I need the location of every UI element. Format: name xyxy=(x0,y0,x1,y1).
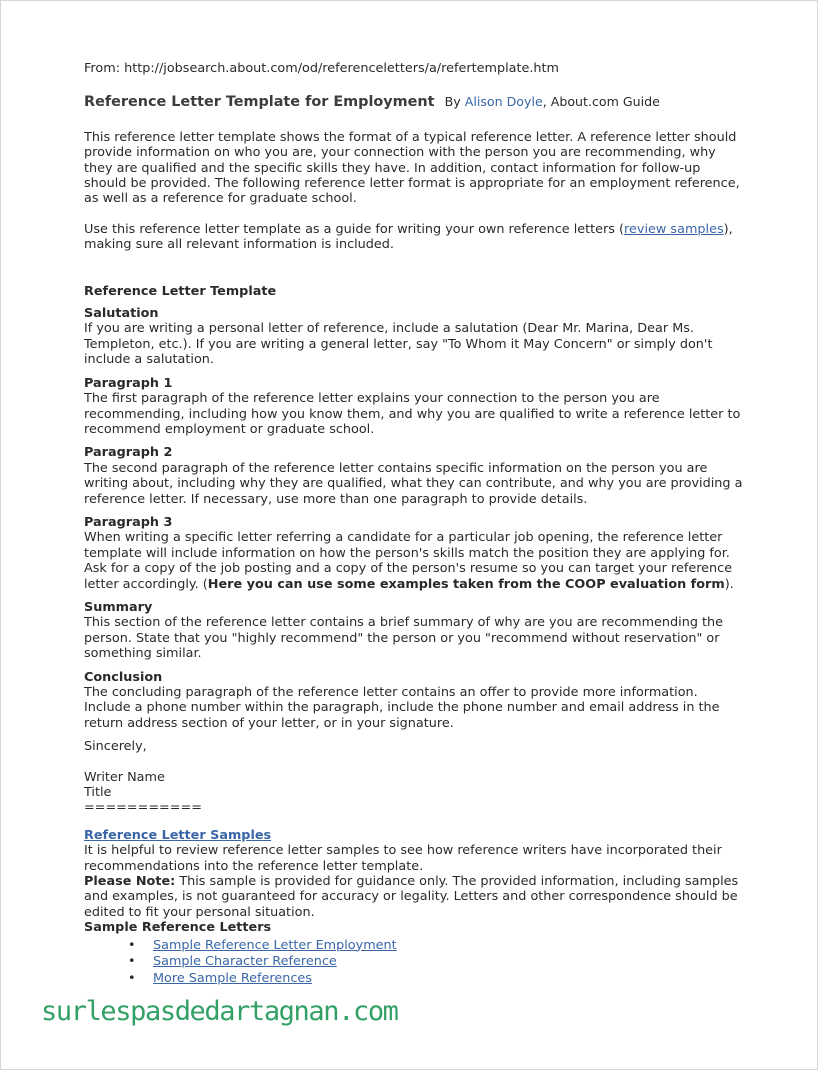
salutation-block xyxy=(84,306,744,368)
salutation-heading: Salutation xyxy=(84,306,159,322)
guide-text-after: ), making sure all relevant information is included. xyxy=(84,221,733,253)
sample-employment-link[interactable]: Sample Reference Letter Employment xyxy=(153,937,397,953)
closing-line: Sincerely, xyxy=(84,739,147,755)
paragraph2-block xyxy=(84,445,744,507)
paragraph3-text xyxy=(84,530,744,592)
writer-name: Writer Name xyxy=(84,769,165,785)
more-samples-link[interactable]: More Sample References xyxy=(153,970,312,986)
conclusion-text: The concluding paragraph of the reference letter contains an offer to provide more information. Include a phone number within the paragraph, include the phone number and email address in the return address section of your letter, or in your signature. xyxy=(84,685,720,731)
author-link[interactable]: Alison Doyle xyxy=(464,94,543,110)
signature-block xyxy=(84,770,744,816)
paragraph3-text-after: ). xyxy=(724,576,734,592)
summary-heading: Summary xyxy=(84,599,153,615)
guide-paragraph xyxy=(84,222,744,253)
author-suffix: , About.com Guide xyxy=(542,94,660,110)
paragraph3-text-before: When writing a specific letter referring a candidate for a particular job opening, the reference letter template will include information on how the person's skills match the position they are applying for. Ask for a copy of the job posting and a copy of the person's resume so you can target your reference letter accordingly. ( xyxy=(84,530,733,592)
conclusion-heading: Conclusion xyxy=(84,669,163,685)
intro-paragraph: This reference letter template shows the format of a typical reference letter. A reference letter should provide information on who you are, your connection with the person you are recommending, why they are qualified and the specific skills they have. In addition, contact information for follow-up should be provided. The following reference letter format is appropriate for an employment reference, as well as a reference for graduate school. xyxy=(84,129,740,207)
sample-letters-list xyxy=(84,938,744,988)
please-note xyxy=(84,874,744,920)
paragraph1-text: The first paragraph of the reference letter explains your connection to the person you are recommending, including how you know them, and why you are qualified to write a reference letter to recommend employment or graduate school. xyxy=(84,391,741,437)
paragraph2-heading: Paragraph 2 xyxy=(84,445,173,461)
byline-prefix: By xyxy=(444,94,461,110)
watermark: surlespasdedartagnan.com xyxy=(41,996,398,1027)
bullet-icon: • xyxy=(128,954,136,970)
writer-title: Title xyxy=(84,785,112,801)
page-title: Reference Letter Template for Employment xyxy=(84,94,435,111)
conclusion-block xyxy=(84,670,744,732)
coop-examples-note: Here you can use some examples taken from the COOP evaluation form xyxy=(207,576,725,592)
title-row xyxy=(84,94,744,110)
salutation-text: If you are writing a personal letter of reference, include a salutation (Dear Mr. Marina, Dear Ms. Templeton, etc.). If you are writing a general letter, say "To Whom it May Concern" or simply don't include a salutation. xyxy=(84,321,713,368)
paragraph3-heading: Paragraph 3 xyxy=(84,514,173,530)
document-content xyxy=(84,61,744,987)
bullet-icon: • xyxy=(128,937,136,953)
bullet-icon: • xyxy=(128,970,136,986)
review-samples-link[interactable]: review samples xyxy=(624,221,724,237)
paragraph3-block xyxy=(84,515,744,592)
paragraph2-text: The second paragraph of the reference letter contains specific information on the person you are writing about, including why they are qualified, what they can contribute, and why you are providing a reference letter. If necessary, use more than one paragraph to provide details. xyxy=(84,460,743,507)
list-item xyxy=(84,954,744,971)
guide-text-before: Use this reference letter template as a guide for writing your own reference letters ( xyxy=(84,221,625,237)
list-item xyxy=(84,938,744,955)
summary-text: This section of the reference letter contains a brief summary of why are you are recommending the person. State that you "highly recommend" the person or you "recommend without reservation" or something similar. xyxy=(84,615,724,662)
paragraph1-block xyxy=(84,376,744,438)
reference-letter-samples-link[interactable]: Reference Letter Samples xyxy=(84,827,272,843)
source-url: From: http://jobsearch.about.com/od/referenceletters/a/refertemplate.htm xyxy=(84,61,560,76)
please-note-label: Please Note: xyxy=(84,874,176,890)
template-section-title: Reference Letter Template xyxy=(84,283,277,299)
samples-section xyxy=(84,828,744,843)
sample-character-link[interactable]: Sample Character Reference xyxy=(153,954,337,970)
summary-block xyxy=(84,600,744,662)
list-item xyxy=(84,971,744,988)
samples-text: It is helpful to review reference letter samples to see how reference writers have incorporated their recommendations into the reference letter template. xyxy=(84,843,722,874)
byline xyxy=(445,94,660,109)
sample-letters-title: Sample Reference Letters xyxy=(84,920,272,936)
paragraph1-heading: Paragraph 1 xyxy=(84,375,173,391)
divider: =========== xyxy=(84,800,202,816)
please-note-text: This sample is provided for guidance only. The provided information, including samples and examples, is not guaranteed for accuracy or legality. Letters and other correspondence should be edited to fit your personal situation. xyxy=(84,874,739,920)
